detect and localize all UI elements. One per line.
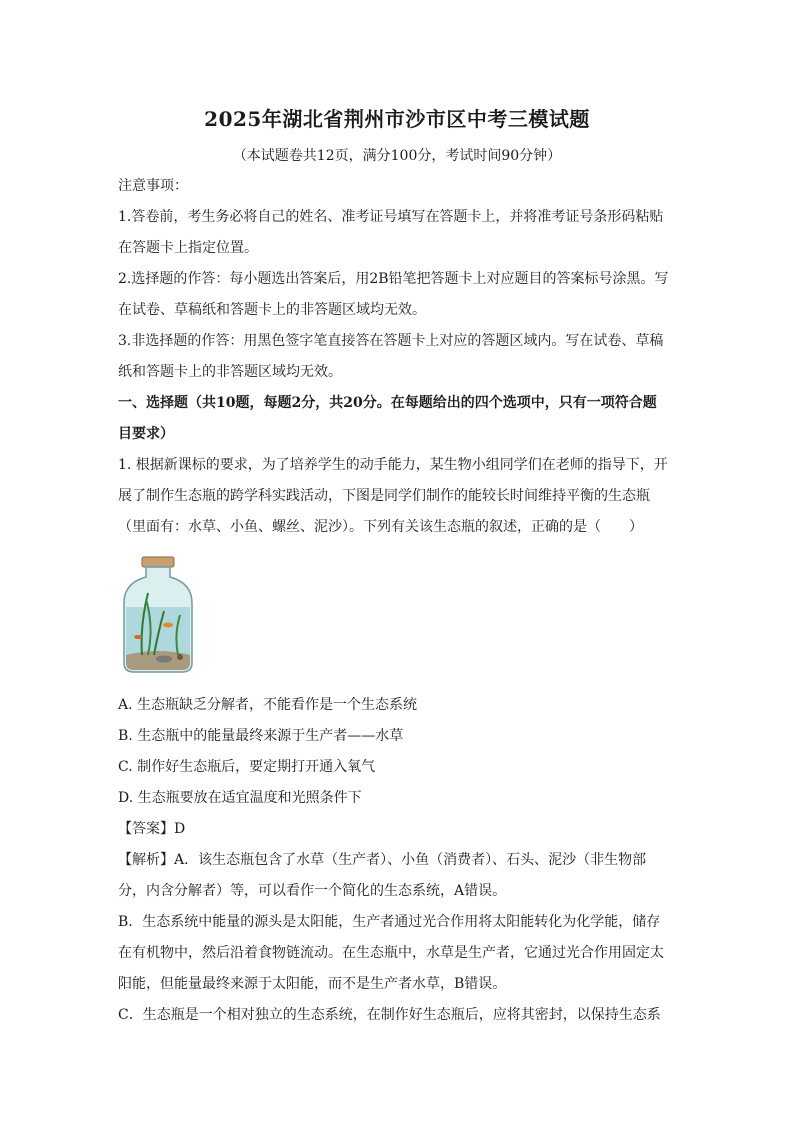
analysis-line: 在有机物中，然后沿着食物链流动。在生态瓶中，水草是生产者，它通过光合作用固定太 [118, 945, 664, 961]
page-title: 2025年湖北省荆州市沙市区中考三模试题 [204, 107, 590, 131]
notice-line: 3.非选择题的作答：用黑色签字笔直接答在答题卡上对应的答题区域内。写在试卷、草稿 [118, 333, 664, 349]
option-d: D. 生态瓶要放在适宜温度和光照条件下 [118, 790, 362, 806]
notice-line: 1.答卷前，考生务必将自己的姓名、准考证号填写在答题卡上，并将准考证号条形码粘贴 [118, 209, 664, 225]
option-b: B. 生态瓶中的能量最终来源于生产者——水草 [118, 728, 404, 744]
notice-line: 在试卷、草稿纸和答题卡上的非答题区域均无效。 [118, 302, 426, 318]
notice-line: 纸和答题卡上的非答题区域均无效。 [118, 364, 342, 380]
notice-line: 在答题卡上指定位置。 [118, 240, 258, 256]
analysis-line: 分，内含分解者）等，可以看作一个简化的生态系统，A错误。 [118, 883, 507, 899]
question-text: 展了制作生态瓶的跨学科实践活动，下图是同学们制作的能较长时间维持平衡的生态瓶 [118, 488, 650, 504]
section-heading: 一、选择题（共10题，每题2分，共20分。在每题给出的四个选项中，只有一项符合题 [118, 395, 657, 411]
ecosystem-bottle-figure [118, 555, 198, 675]
notice-line: 2.选择题的作答：每小题选出答案后，用2B铅笔把答题卡上对应题目的答案标号涂黑。写 [118, 271, 669, 287]
answer-line: 【答案】D [118, 821, 186, 837]
question-text: （里面有：水草、小鱼、螺丝、泥沙）。下列有关该生态瓶的叙述，正确的是（ ） [118, 519, 643, 535]
analysis-line: C．生态瓶是一个相对独立的生态系统，在制作好生态瓶后，应将其密封，以保持生态系 [118, 1007, 661, 1023]
notice-heading: 注意事项： [118, 178, 188, 194]
option-a: A. 生态瓶缺乏分解者，不能看作是一个生态系统 [118, 697, 418, 713]
option-c: C. 制作好生态瓶后，要定期打开通入氧气 [118, 759, 376, 775]
section-heading: 目要求） [118, 426, 174, 442]
analysis-line: 【解析】A．该生态瓶包含了水草（生产者）、小鱼（消费者）、石头、泥沙（非生物部 [118, 852, 647, 868]
analysis-line: 阳能，但能量最终来源于太阳能，而不是生产者水草，B错误。 [118, 976, 507, 992]
analysis-line: B．生态系统中能量的源头是太阳能，生产者通过光合作用将太阳能转化为化学能，储存 [118, 914, 661, 930]
page-subtitle: （本试题卷共12页，满分100分，考试时间90分钟） [232, 148, 562, 164]
question-text: 1. 根据新课标的要求，为了培养学生的动手能力，某生物小组同学们在老师的指导下，开 [118, 457, 668, 473]
